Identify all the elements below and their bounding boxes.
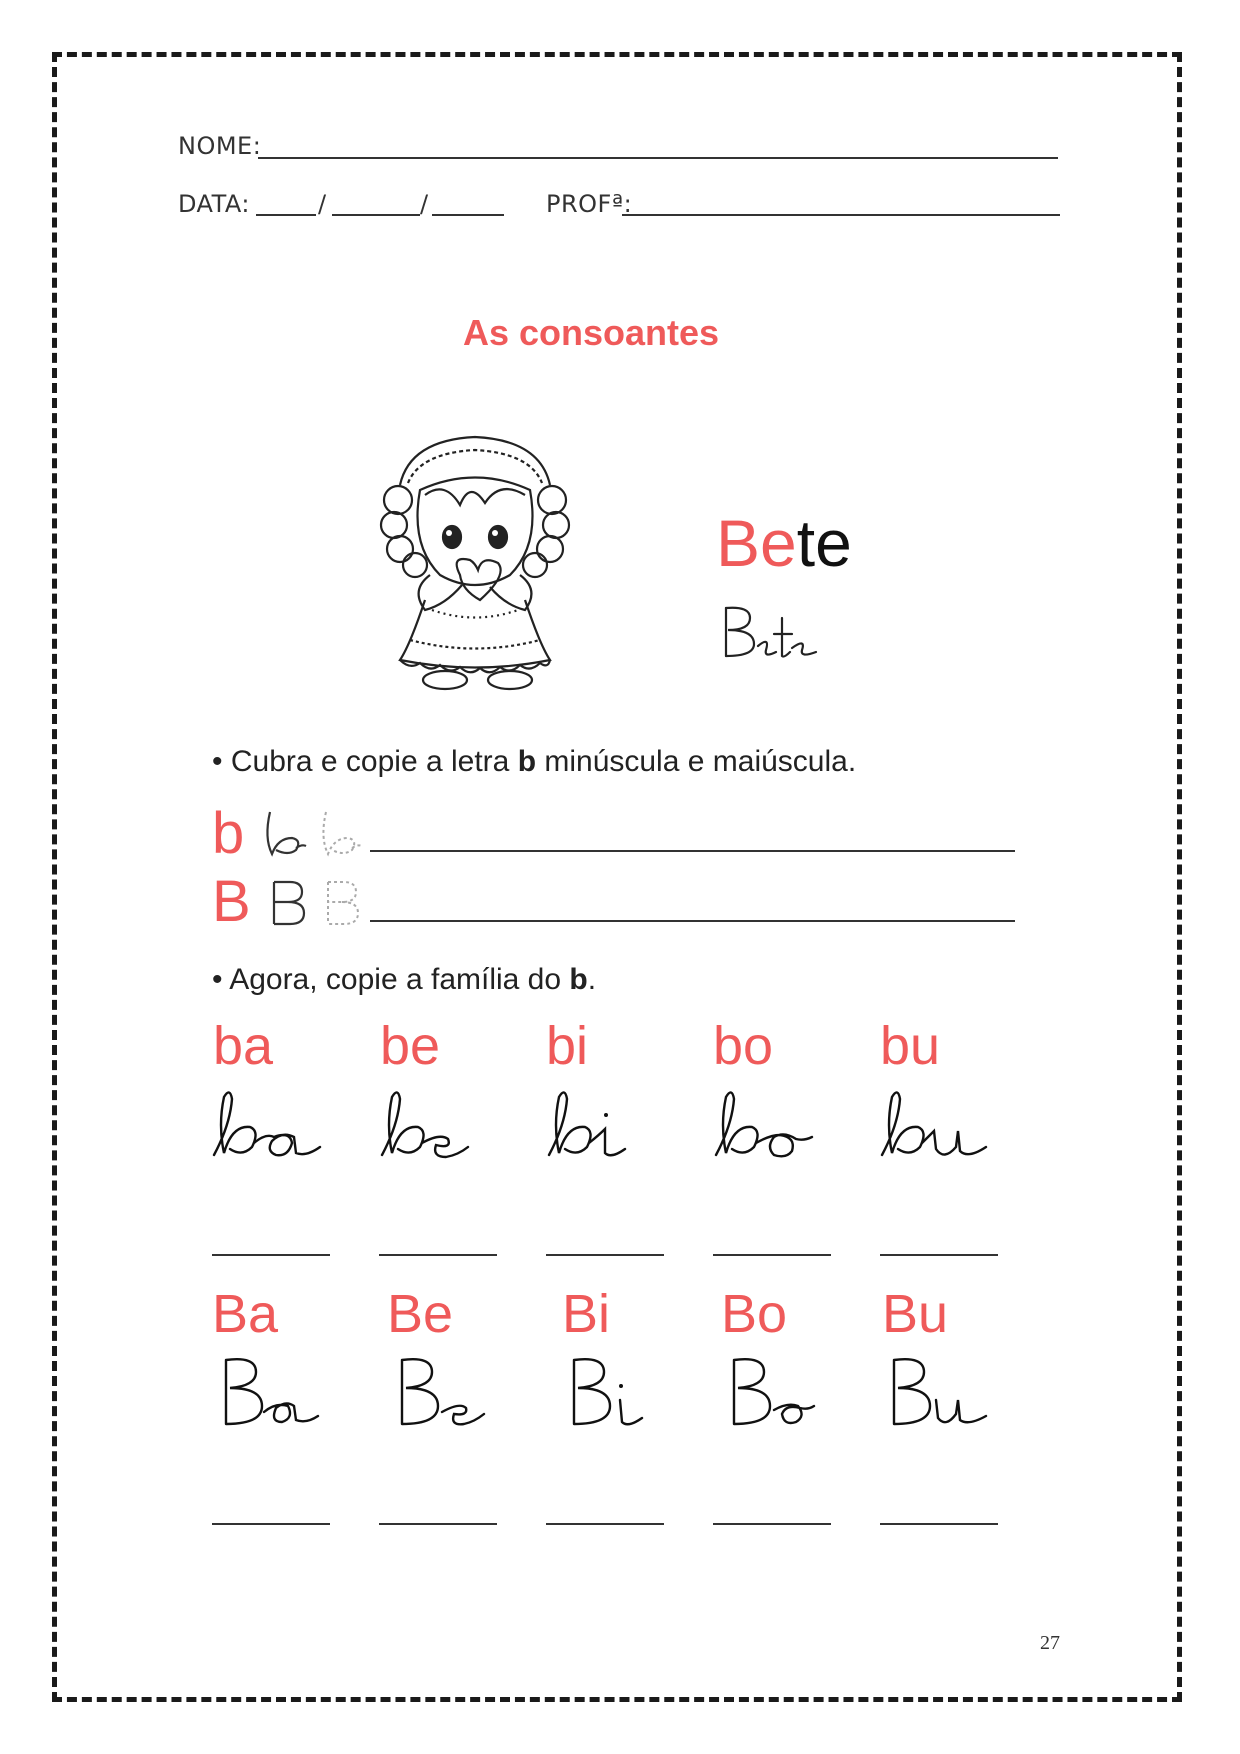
cursive-Be <box>390 1350 490 1434</box>
answer-line-Bi[interactable] <box>546 1523 664 1525</box>
name-line[interactable] <box>258 157 1058 159</box>
cursive-be <box>378 1085 478 1165</box>
syllable-Ba: Ba <box>212 1284 279 1344</box>
instruction-text: Agora, copie a família do <box>229 963 570 996</box>
cursive-b-dotted[interactable] <box>318 808 366 858</box>
cursive-bu <box>878 1085 998 1165</box>
answer-line-Bo[interactable] <box>713 1523 831 1525</box>
cursive-Bu <box>882 1350 992 1434</box>
syllable-bi: bi <box>546 1016 589 1076</box>
girl-illustration <box>370 425 580 695</box>
instruction-bold-letter: b <box>569 963 588 996</box>
cursive-Ba <box>214 1350 324 1434</box>
word-bete <box>716 505 852 581</box>
syllable-bu: bu <box>880 1016 941 1076</box>
answer-line-Be[interactable] <box>379 1523 497 1525</box>
teacher-line[interactable] <box>622 214 1060 216</box>
answer-line-Bu[interactable] <box>880 1523 998 1525</box>
teacher-label: PROFª: <box>546 190 633 218</box>
date-label: DATA: <box>178 190 250 218</box>
cursive-ba <box>210 1085 330 1165</box>
instruction-cover-copy: • Cubra e copie a letra b minúscula e maiúscula. <box>212 745 857 778</box>
date-year-line[interactable] <box>432 214 504 216</box>
print-b-dotted[interactable] <box>322 878 362 928</box>
syllable-Bi: Bi <box>562 1284 611 1344</box>
word-red-part: Be <box>716 506 797 580</box>
lowercase-b: b <box>212 801 245 866</box>
instruction-text: minúscula e maiúscula. <box>536 745 857 778</box>
syllable-ba: ba <box>213 1016 274 1076</box>
instruction-copy-family: • Agora, copie a família do b. <box>212 963 597 996</box>
instruction-text: . <box>587 963 597 996</box>
answer-line-be[interactable] <box>379 1254 497 1256</box>
copy-line-uppercase[interactable] <box>370 920 1015 922</box>
syllable-be: be <box>380 1016 441 1076</box>
copy-line-lowercase[interactable] <box>370 850 1015 852</box>
page-title: As consoantes <box>463 312 720 353</box>
answer-line-bu[interactable] <box>880 1254 998 1256</box>
syllable-Bu: Bu <box>882 1284 949 1344</box>
answer-line-bo[interactable] <box>713 1254 831 1256</box>
date-day-line[interactable] <box>256 214 316 216</box>
syllable-Bo: Bo <box>721 1284 788 1344</box>
instruction-text: Cubra e copie a letra <box>230 745 518 778</box>
date-month-line[interactable] <box>332 214 420 216</box>
cursive-b-solid <box>262 808 310 858</box>
uppercase-b: B <box>212 869 251 934</box>
cursive-Bi <box>562 1350 662 1434</box>
cursive-Bo <box>722 1350 822 1434</box>
cursive-bo <box>712 1085 822 1165</box>
print-b-solid <box>268 878 308 928</box>
answer-line-Ba[interactable] <box>212 1523 330 1525</box>
cursive-bi <box>545 1085 635 1165</box>
page-number: 27 <box>1040 1632 1060 1654</box>
syllable-Be: Be <box>387 1284 454 1344</box>
syllable-bo: bo <box>713 1016 774 1076</box>
date-separator: / <box>420 190 429 218</box>
cursive-bete <box>716 600 826 662</box>
answer-line-ba[interactable] <box>212 1254 330 1256</box>
word-black-part: te <box>796 506 852 580</box>
name-label: NOME: <box>178 132 262 160</box>
instruction-bold-letter: b <box>517 745 537 778</box>
date-separator: / <box>318 190 327 218</box>
answer-line-bi[interactable] <box>546 1254 664 1256</box>
